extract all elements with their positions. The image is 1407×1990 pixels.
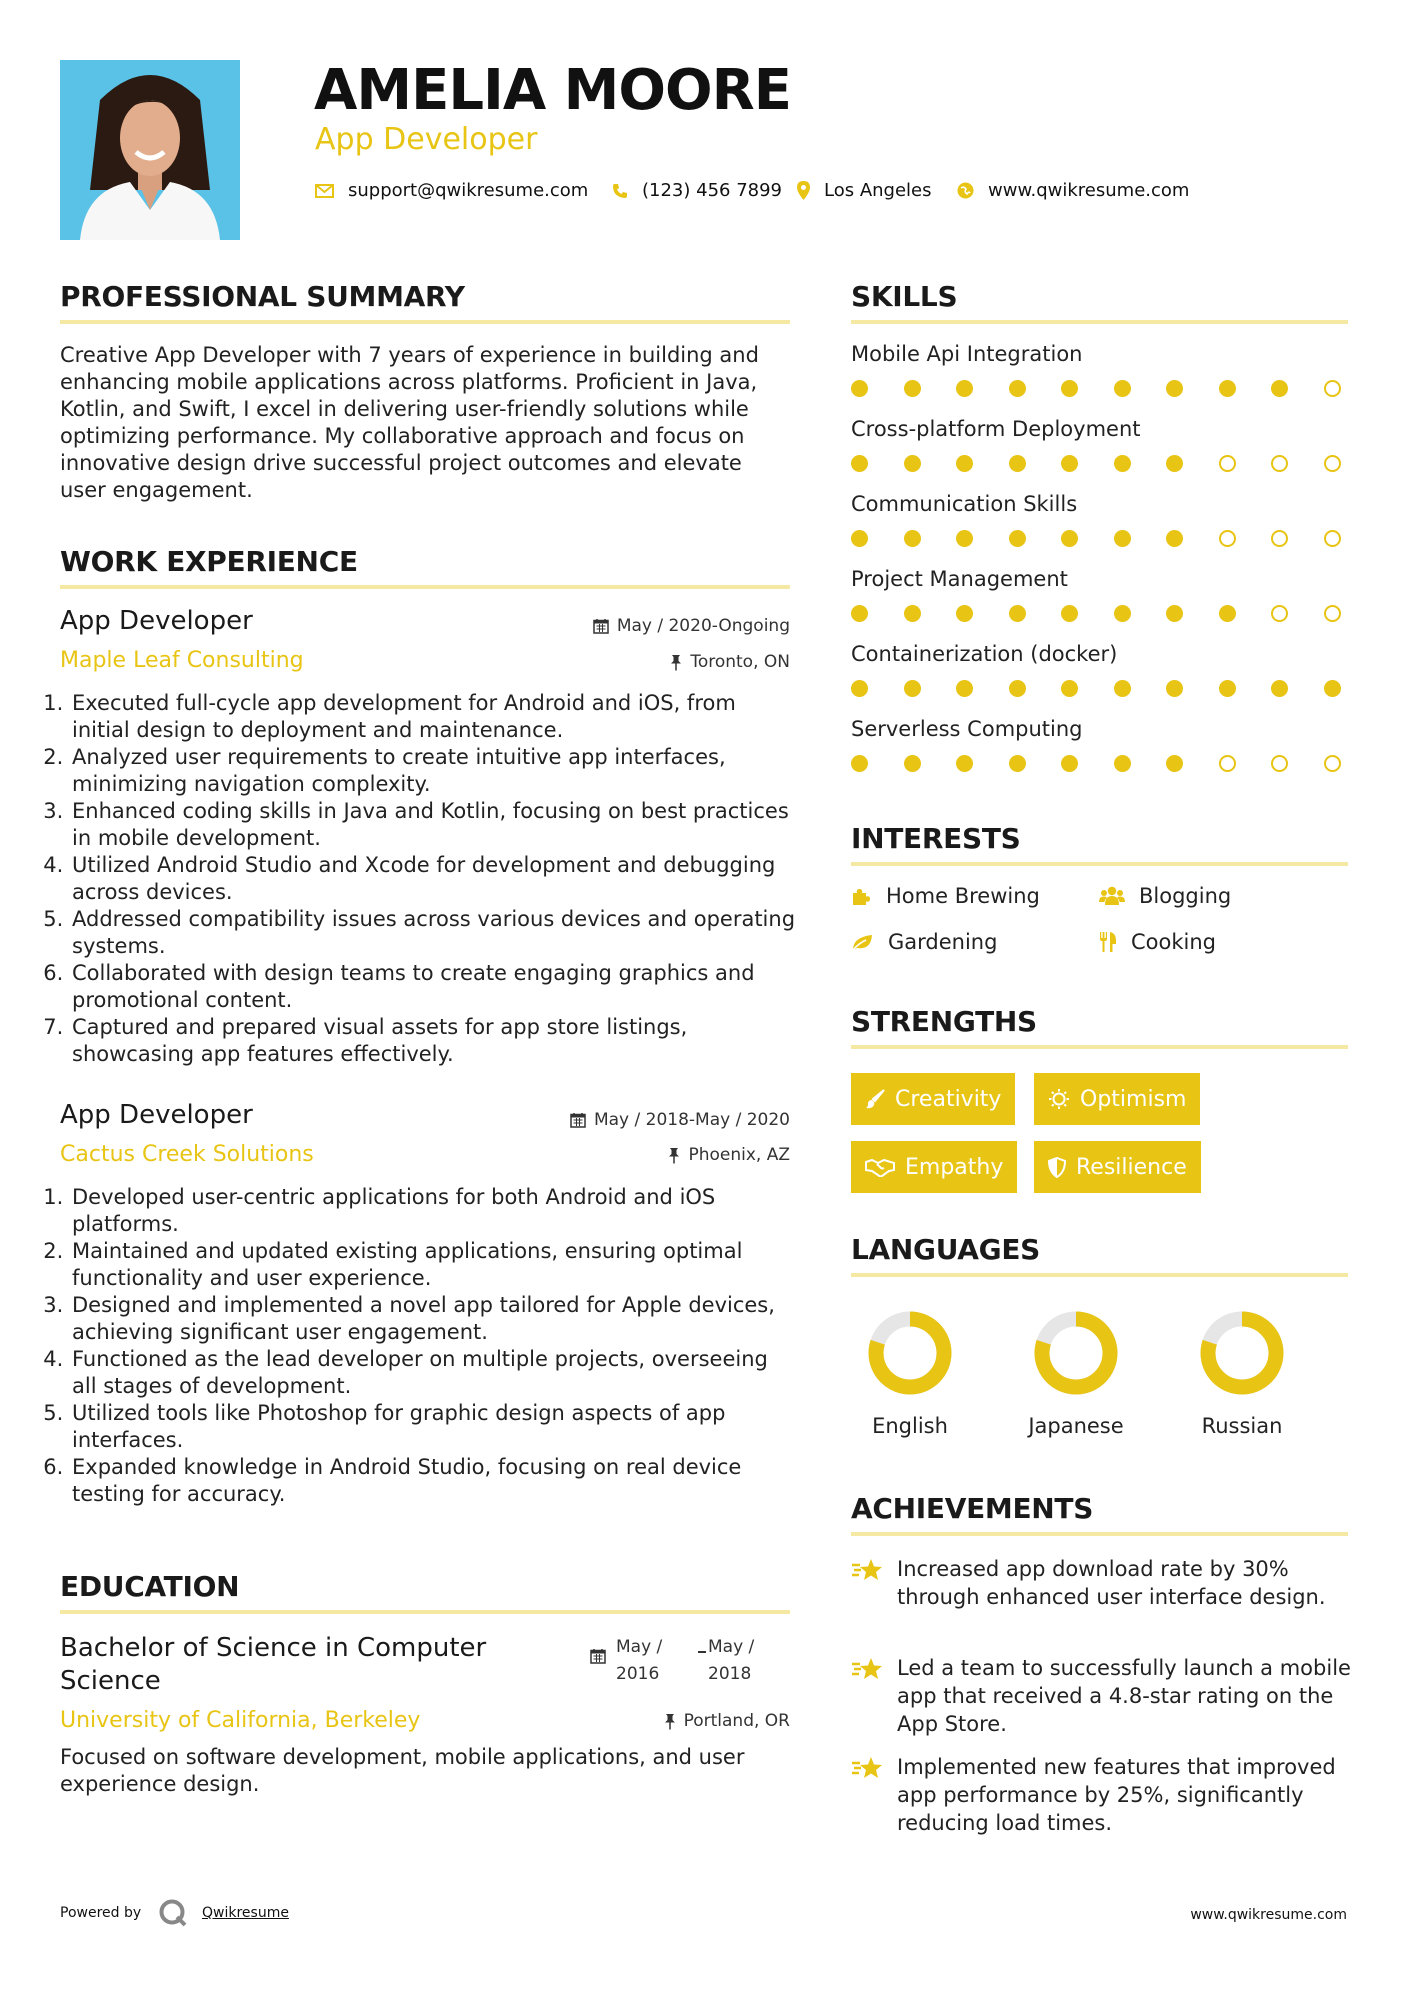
rating-dot-filled xyxy=(904,530,921,547)
list-item: 5. Addressed compatibility issues across various devices and operating systems. xyxy=(70,906,797,960)
profile-photo xyxy=(60,60,240,240)
strengths-heading: STRENGTHS xyxy=(851,1005,1037,1038)
calendar-icon xyxy=(593,618,609,634)
rating-dot-filled xyxy=(851,530,868,547)
skill-name: Serverless Computing xyxy=(851,717,1083,741)
skill-rating xyxy=(851,605,1341,622)
education-end-date xyxy=(708,1634,754,1688)
achievement-item xyxy=(851,1753,1351,1837)
job-2-company: Cactus Creek Solutions xyxy=(60,1142,314,1167)
interest-gardening xyxy=(851,930,997,954)
language-label: Russian xyxy=(1201,1414,1283,1438)
rating-dot-filled xyxy=(904,755,921,772)
rating-dot-filled xyxy=(956,380,973,397)
skill-rating xyxy=(851,755,1341,772)
education-start-date xyxy=(616,1634,662,1688)
rating-dot-filled xyxy=(1009,380,1026,397)
shield-icon xyxy=(1048,1157,1066,1178)
skill-rating xyxy=(851,530,1341,547)
sun-icon xyxy=(1048,1088,1070,1110)
qwikresume-logo-icon xyxy=(158,1898,188,1932)
rating-dot-empty xyxy=(1324,380,1341,397)
language-english xyxy=(840,1308,980,1438)
interest-label: Cooking xyxy=(1131,930,1216,954)
education-divider xyxy=(60,1610,790,1614)
skills-divider xyxy=(851,320,1348,324)
interest-label: Gardening xyxy=(888,930,998,954)
qwikresume-link[interactable]: Qwikresume xyxy=(202,1905,289,1921)
skill-rating xyxy=(851,680,1341,697)
rating-dot-filled xyxy=(1166,755,1183,772)
rating-dot-filled xyxy=(1061,605,1078,622)
interest-home-brewing xyxy=(851,884,1040,908)
rating-dot-filled xyxy=(1061,455,1078,472)
rating-dot-filled xyxy=(1009,455,1026,472)
rating-dot-filled xyxy=(1166,605,1183,622)
rating-dot-filled xyxy=(956,755,973,772)
list-item: 5. Utilized tools like Photoshop for graphic design aspects of app interfaces. xyxy=(70,1400,797,1454)
rating-dot-filled xyxy=(1324,680,1341,697)
rating-dot-empty xyxy=(1324,755,1341,772)
job-1-bullets xyxy=(52,690,797,1068)
rating-dot-filled xyxy=(1166,455,1183,472)
rating-dot-filled xyxy=(956,680,973,697)
achievements-heading: ACHIEVEMENTS xyxy=(851,1492,1094,1525)
rating-dot-filled xyxy=(904,680,921,697)
footer-url[interactable]: www.qwikresume.com xyxy=(1190,1907,1347,1923)
calendar-icon xyxy=(590,1648,606,1668)
rating-dot-empty xyxy=(1324,605,1341,622)
skill-rating xyxy=(851,380,1341,397)
job-1-location xyxy=(670,652,790,672)
rating-dot-filled xyxy=(1009,530,1026,547)
globe-icon xyxy=(957,182,974,199)
russian-proficiency-donut xyxy=(1172,1308,1312,1398)
job-2-dates-text: May / 2018-May / 2020 xyxy=(593,1110,790,1130)
leaf-icon xyxy=(851,933,874,952)
list-item: 2. Analyzed user requirements to create intuitive app interfaces, minimizing navigation complexity. xyxy=(70,744,797,798)
job-1-title: App Developer xyxy=(60,606,253,636)
rating-dot-filled xyxy=(851,380,868,397)
pushpin-icon xyxy=(668,1147,680,1164)
skill-name: Mobile Api Integration xyxy=(851,342,1083,366)
rating-dot-filled xyxy=(1166,530,1183,547)
rating-dot-filled xyxy=(1166,380,1183,397)
job-1-dates xyxy=(593,616,790,636)
education-heading: EDUCATION xyxy=(60,1570,240,1603)
interest-blogging xyxy=(1099,884,1231,908)
rating-dot-filled xyxy=(1009,605,1026,622)
achievement-item xyxy=(851,1654,1351,1738)
education-location xyxy=(664,1711,790,1731)
rating-dot-empty xyxy=(1271,755,1288,772)
strength-label: Empathy xyxy=(905,1154,1004,1180)
list-item: 1. Executed full-cycle app development for Android and iOS, from initial design to deployment and maintenance. xyxy=(70,690,797,744)
shooting-star-icon xyxy=(851,1656,885,1682)
education-end-line2: 2018 xyxy=(708,1664,752,1684)
job-1-company: Maple Leaf Consulting xyxy=(60,648,304,673)
paintbrush-icon xyxy=(865,1089,885,1109)
rating-dot-empty xyxy=(1271,605,1288,622)
contact-location xyxy=(797,180,932,201)
education-end-line1: May / xyxy=(708,1637,755,1657)
phone-text: (123) 456 7899 xyxy=(642,180,783,201)
strength-resilience xyxy=(1034,1141,1201,1193)
education-start-line1: May / xyxy=(616,1637,663,1657)
skill-item xyxy=(851,642,1351,717)
strength-optimism xyxy=(1034,1073,1200,1125)
achievement-text: Implemented new features that improved app performance by 25%, significantly reducing load times. xyxy=(897,1755,1336,1835)
handshake-icon xyxy=(865,1157,895,1177)
rating-dot-empty xyxy=(1271,530,1288,547)
education-description: Focused on software development, mobile applications, and user experience design. xyxy=(60,1745,745,1796)
job-2-location-text: Phoenix, AZ xyxy=(688,1145,790,1165)
rating-dot-filled xyxy=(904,380,921,397)
pushpin-icon xyxy=(664,1713,676,1730)
list-item: 7. Captured and prepared visual assets for app store listings, showcasing app features effectively. xyxy=(70,1014,797,1068)
list-item: 6. Collaborated with design teams to create engaging graphics and promotional content. xyxy=(70,960,797,1014)
email-text: support@qwikresume.com xyxy=(348,180,589,201)
language-label: Japanese xyxy=(1028,1414,1124,1438)
rating-dot-filled xyxy=(1219,680,1236,697)
interest-cooking xyxy=(1099,930,1216,954)
skill-name: Communication Skills xyxy=(851,492,1078,516)
job-2-title: App Developer xyxy=(60,1100,253,1130)
strength-label: Optimism xyxy=(1080,1086,1187,1112)
rating-dot-filled xyxy=(904,605,921,622)
job-2-bullets xyxy=(52,1184,797,1508)
rating-dot-filled xyxy=(1009,680,1026,697)
date-separator xyxy=(698,1651,706,1653)
rating-dot-empty xyxy=(1219,755,1236,772)
skills-list xyxy=(851,342,1351,792)
education-location-text: Portland, OR xyxy=(683,1711,790,1731)
experience-divider xyxy=(60,585,790,589)
job-2-dates xyxy=(570,1110,790,1130)
language-japanese xyxy=(1006,1308,1146,1438)
shooting-star-icon xyxy=(851,1557,885,1583)
rating-dot-filled xyxy=(1166,680,1183,697)
rating-dot-filled xyxy=(956,455,973,472)
japanese-proficiency-donut xyxy=(1006,1308,1146,1398)
experience-heading: WORK EXPERIENCE xyxy=(60,545,358,578)
website-text: www.qwikresume.com xyxy=(988,180,1190,201)
location-text: Los Angeles xyxy=(824,180,932,201)
rating-dot-filled xyxy=(1114,455,1131,472)
strength-label: Creativity xyxy=(895,1086,1002,1112)
education-degree: Bachelor of Science in Computer Science xyxy=(60,1633,487,1696)
skill-item xyxy=(851,567,1351,642)
rating-dot-filled xyxy=(1114,755,1131,772)
map-pin-icon xyxy=(797,181,810,200)
education-school: University of California, Berkeley xyxy=(60,1708,421,1733)
skill-item xyxy=(851,417,1351,492)
skill-item xyxy=(851,492,1351,567)
summary-heading: PROFESSIONAL SUMMARY xyxy=(60,280,465,313)
achievements-divider xyxy=(851,1532,1348,1536)
languages-divider xyxy=(851,1273,1348,1277)
rating-dot-filled xyxy=(904,455,921,472)
language-label: English xyxy=(872,1414,948,1438)
rating-dot-filled xyxy=(1009,755,1026,772)
job-2-location xyxy=(668,1145,790,1165)
skill-name: Containerization (docker) xyxy=(851,642,1118,666)
shooting-star-icon xyxy=(851,1755,885,1781)
rating-dot-empty xyxy=(1219,530,1236,547)
contact-website[interactable] xyxy=(957,180,1189,201)
rating-dot-filled xyxy=(851,455,868,472)
rating-dot-filled xyxy=(1114,680,1131,697)
summary-divider xyxy=(60,320,790,324)
rating-dot-filled xyxy=(851,605,868,622)
list-item: 3. Designed and implemented a novel app tailored for Apple devices, achieving significant user engagement. xyxy=(70,1292,797,1346)
rating-dot-filled xyxy=(1061,680,1078,697)
english-proficiency-donut xyxy=(840,1308,980,1398)
candidate-title: App Developer xyxy=(315,122,538,157)
phone-icon xyxy=(612,183,628,199)
language-russian xyxy=(1172,1308,1312,1438)
rating-dot-filled xyxy=(956,530,973,547)
rating-dot-filled xyxy=(1219,605,1236,622)
achievement-text: Increased app download rate by 30% through enhanced user interface design. xyxy=(897,1557,1326,1609)
list-item: 6. Expanded knowledge in Android Studio, focusing on real device testing for accuracy. xyxy=(70,1454,797,1508)
rating-dot-filled xyxy=(1061,755,1078,772)
rating-dot-empty xyxy=(1219,455,1236,472)
rating-dot-empty xyxy=(1324,530,1341,547)
languages-heading: LANGUAGES xyxy=(851,1233,1041,1266)
skill-item xyxy=(851,717,1351,792)
interest-label: Blogging xyxy=(1139,884,1232,908)
summary-text: Creative App Developer with 7 years of experience in building and enhancing mobile applications across platforms. Proficient in Java, Kotlin, and Swift, I excel in delivering user-friendly solutions while optimizing performance. My collaborative approach and focus on innovative design drive successful project outcomes and elevate user engagement. xyxy=(60,343,759,502)
skill-name: Project Management xyxy=(851,567,1068,591)
puzzle-icon xyxy=(851,887,872,906)
interests-heading: INTERESTS xyxy=(851,822,1021,855)
rating-dot-empty xyxy=(1271,455,1288,472)
strength-creativity xyxy=(851,1073,1015,1125)
rating-dot-filled xyxy=(1061,530,1078,547)
rating-dot-filled xyxy=(1114,605,1131,622)
users-icon xyxy=(1099,886,1125,906)
contact-phone[interactable] xyxy=(612,180,782,201)
skill-rating xyxy=(851,455,1341,472)
rating-dot-filled xyxy=(851,680,868,697)
job-1-location-text: Toronto, ON xyxy=(690,652,790,672)
achievement-item xyxy=(851,1555,1351,1611)
skill-name: Cross-platform Deployment xyxy=(851,417,1141,441)
powered-by-label: Powered by xyxy=(60,1905,142,1921)
list-item: 1. Developed user-centric applications for both Android and iOS platforms. xyxy=(70,1184,797,1238)
calendar-icon xyxy=(570,1112,586,1128)
rating-dot-filled xyxy=(851,755,868,772)
list-item: 4. Functioned as the lead developer on multiple projects, overseeing all stages of development. xyxy=(70,1346,797,1400)
strength-empathy xyxy=(851,1141,1017,1193)
rating-dot-empty xyxy=(1324,455,1341,472)
education-start-line2: 2016 xyxy=(616,1664,660,1684)
list-item: 3. Enhanced coding skills in Java and Kotlin, focusing on best practices in mobile development. xyxy=(70,798,797,852)
contact-email[interactable] xyxy=(315,180,588,201)
achievement-text: Led a team to successfully launch a mobile app that received a 4.8-star rating on the App Store. xyxy=(897,1656,1351,1736)
skill-item xyxy=(851,342,1351,417)
rating-dot-filled xyxy=(1271,380,1288,397)
strength-label: Resilience xyxy=(1076,1154,1187,1180)
candidate-name: AMELIA MOORE xyxy=(314,58,791,123)
rating-dot-filled xyxy=(1114,380,1131,397)
envelope-icon xyxy=(315,184,334,198)
interest-label: Home Brewing xyxy=(886,884,1040,908)
rating-dot-filled xyxy=(1061,380,1078,397)
interests-divider xyxy=(851,862,1348,866)
rating-dot-filled xyxy=(1219,380,1236,397)
rating-dot-filled xyxy=(956,605,973,622)
strengths-divider xyxy=(851,1045,1348,1049)
list-item: 4. Utilized Android Studio and Xcode for development and debugging across devices. xyxy=(70,852,797,906)
utensils-icon xyxy=(1099,931,1117,953)
pushpin-icon xyxy=(670,654,682,671)
rating-dot-filled xyxy=(1114,530,1131,547)
skills-heading: SKILLS xyxy=(851,280,958,313)
rating-dot-filled xyxy=(1271,680,1288,697)
job-1-dates-text: May / 2020-Ongoing xyxy=(616,616,790,636)
list-item: 2. Maintained and updated existing applications, ensuring optimal functionality and user experience. xyxy=(70,1238,797,1292)
